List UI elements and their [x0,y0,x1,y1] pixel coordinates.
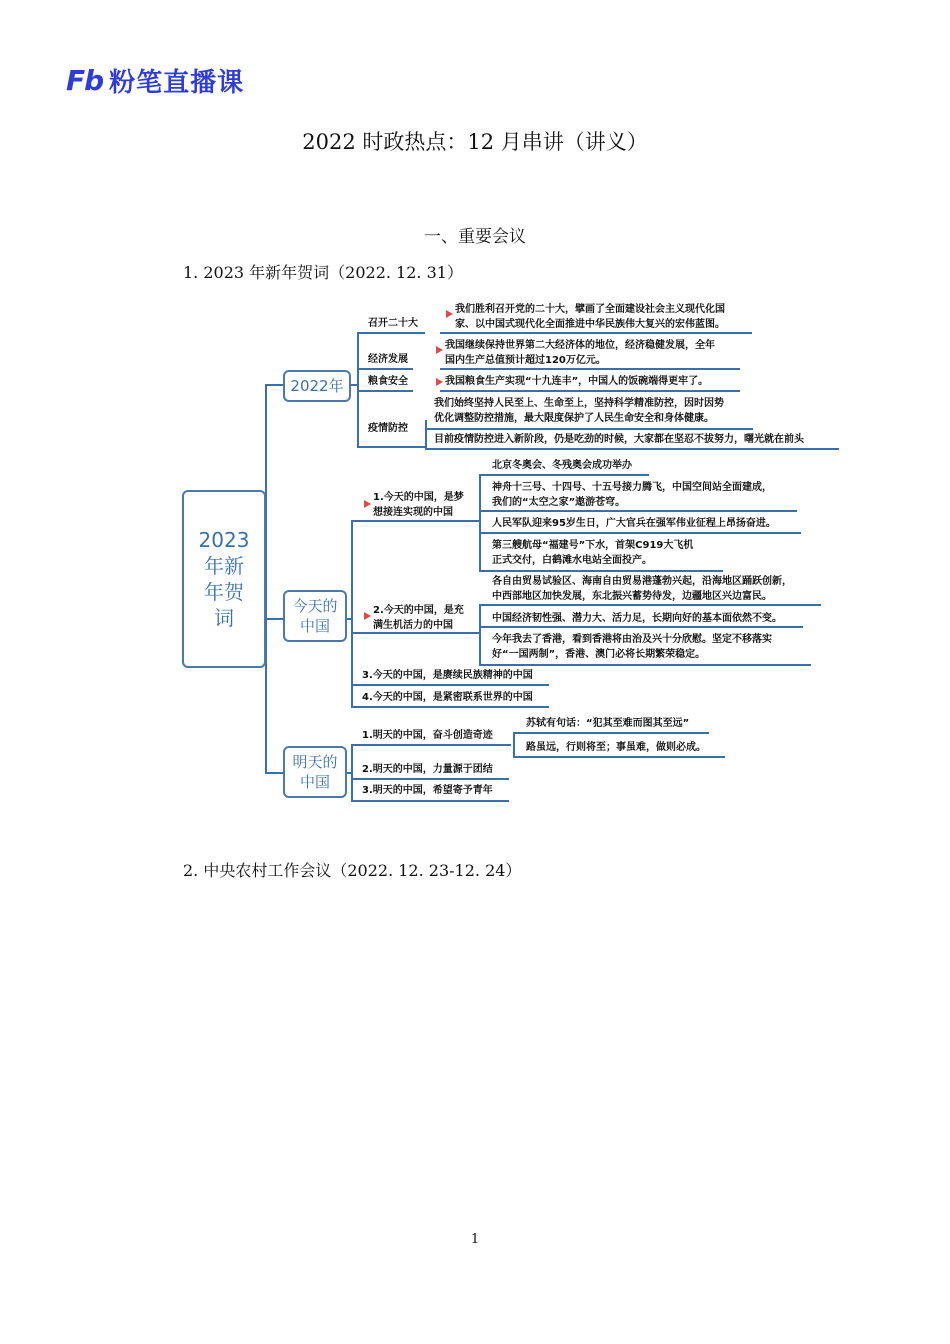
leaf-grain-1: 我国粮食生产实现“十九连丰”，中国人的饭碗端得更牢了。 [445,376,709,387]
node-tomorrow-2: 2.明天的中国，力量源于团结 [362,764,493,775]
fb-logo-icon: Fb [66,64,104,97]
node-tomorrow-3: 3.明天的中国，希望寄予青年 [362,785,493,796]
branch-tomorrow [283,746,347,798]
node-today-1-line1: 1.今天的中国，是梦 [373,492,464,503]
leaf-today-1-2b: 我们的“太空之家”遨游苍穹。 [492,497,626,508]
leaf-today-1-4b: 正式交付，白鹤滩水电站全面投产。 [492,555,652,566]
node-2022-congress: 召开二十大 [368,318,418,329]
brand-name: 粉笔直播课 [109,68,245,98]
flag-icon [436,378,443,386]
node-today-2-line2: 满生机活力的中国 [373,620,453,631]
leaf-economy-1: 我国继续保持世界第二大经济体的地位，经济稳健发展，全年 [445,340,715,351]
node-2022-epidemic: 疫情防控 [368,423,408,434]
leaf-today-2-1a: 各自由贸易试验区、海南自由贸易港蓬勃兴起，沿海地区踊跃创新， [492,576,792,587]
node-today-1-line2: 想接连实现的中国 [373,507,453,518]
node-today-2-line1: 2.今天的中国，是充 [373,605,464,616]
leaf-tomorrow-1-2: 路虽远，行则将至；事虽难，做则必成。 [526,742,706,753]
leaf-epidemic-3: 目前疫情防控进入新阶段，仍是吃劲的时候，大家都在坚忍不拔努力，曙光就在前头 [434,434,804,445]
item-heading-2: 2. 中央农村工作会议（2022. 12. 23-12. 24） [183,861,522,880]
leaf-economy-2: 国内生产总值预计超过120万亿元。 [445,355,606,366]
brand-logo [66,62,244,99]
flag-icon [446,310,453,318]
branch-today-label: 今天的 中国 [292,597,338,635]
leaf-today-1-2a: 神舟十三号、十四号、十五号接力腾飞，中国空间站全面建成， [492,482,772,493]
leaf-today-1-3: 人民军队迎来95岁生日，广大官兵在强军伟业征程上昂扬奋进。 [492,518,776,529]
flag-icon [436,346,443,354]
leaf-today-1-1: 北京冬奥会、冬残奥会成功举办 [492,460,632,471]
branch-2022 [283,370,351,402]
node-2022-economy: 经济发展 [368,354,408,365]
flag-icon [364,500,371,508]
leaf-tomorrow-1-1: 苏轼有句话：“犯其至难而图其至远” [526,718,690,729]
node-today-4: 4.今天的中国，是紧密联系世界的中国 [362,692,533,703]
node-2022-grain: 粮食安全 [368,376,408,387]
page-number: 1 [470,1232,480,1247]
mindmap-root-label: 2023 年新 年贺 词 [198,528,250,630]
branch-today [283,590,347,642]
leaf-today-2-1b: 中西部地区加快发展，东北振兴蓄势待发，边疆地区兴边富民。 [492,591,772,602]
leaf-congress-2: 家、以中国式现代化全面推进中华民族伟大复兴的宏伟蓝图。 [455,319,725,330]
flag-icon [364,612,371,620]
branch-tomorrow-label: 明天的 中国 [292,753,338,791]
leaf-epidemic-2: 优化调整防控措施，最大限度保护了人民生命安全和身体健康。 [434,413,714,424]
item-heading-1: 1. 2023 年新年贺词（2022. 12. 31） [183,263,463,282]
leaf-today-2-2: 中国经济韧性强、潜力大、活力足，长期向好的基本面依然不变。 [492,613,782,624]
document-title: 2022 时政热点：12 月串讲（讲义） [302,130,648,154]
branch-2022-label: 2022年 [290,377,344,395]
section-heading: 一、重要会议 [424,227,526,247]
leaf-today-2-3a: 今年我去了香港，看到香港将由治及兴十分欣慰。坚定不移落实 [492,634,772,645]
mindmap-root [182,490,266,668]
node-tomorrow-1: 1.明天的中国，奋斗创造奇迹 [362,730,493,741]
leaf-congress-1: 我们胜利召开党的二十大，擘画了全面建设社会主义现代化国 [455,304,725,315]
leaf-today-2-3b: 好“一国两制”，香港、澳门必将长期繁荣稳定。 [492,649,706,660]
node-today-3: 3.今天的中国，是赓续民族精神的中国 [362,670,533,681]
leaf-epidemic-1: 我们始终坚持人民至上、生命至上，坚持科学精准防控，因时因势 [434,398,724,409]
leaf-today-1-4a: 第三艘航母“福建号”下水，首架C919大飞机 [492,540,694,551]
